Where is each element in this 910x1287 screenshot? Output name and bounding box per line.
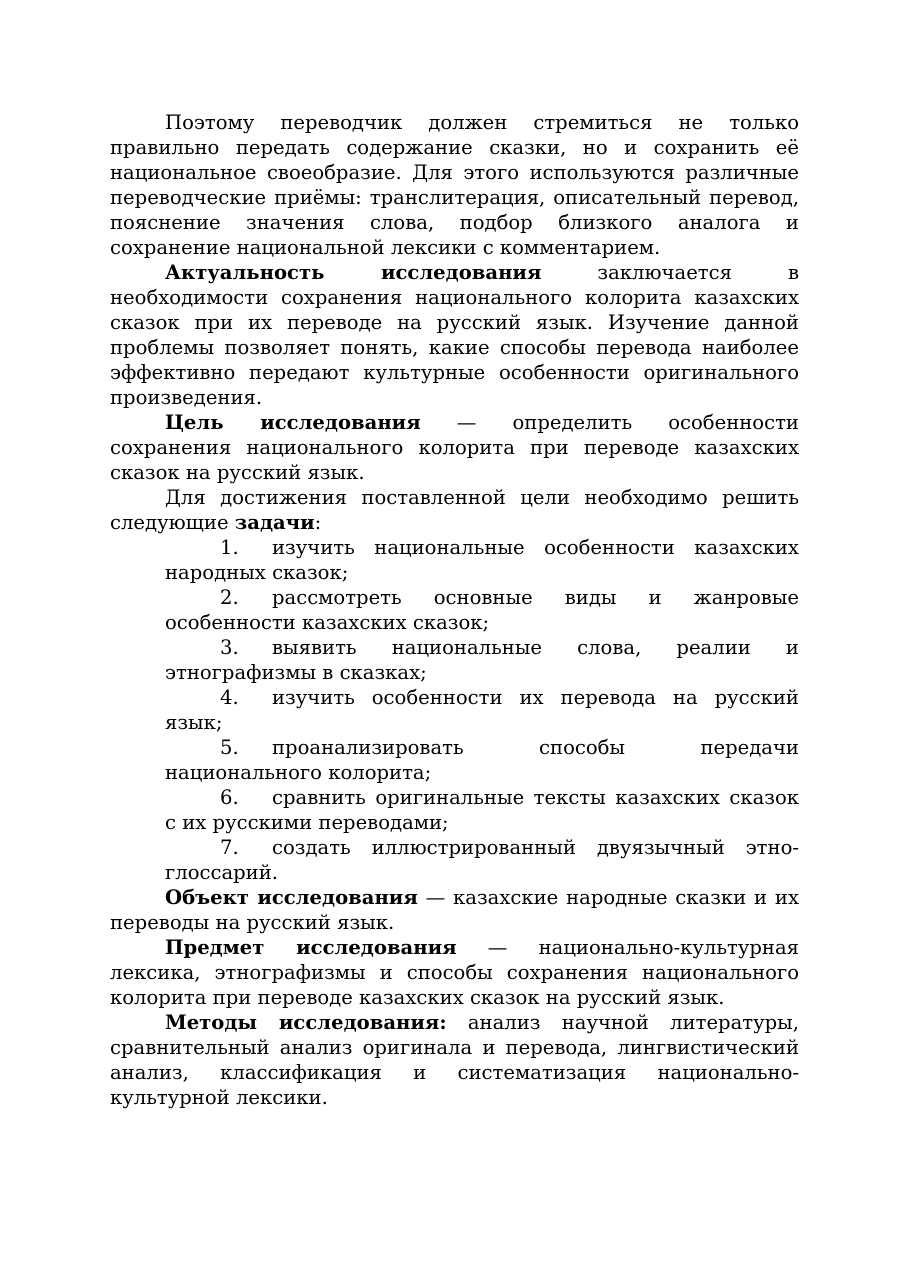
task-text: проанализировать способы передачи национального колорита; <box>165 736 799 784</box>
task-item <box>165 585 799 635</box>
task-number: 3. <box>220 636 239 659</box>
subject-text: — национально-культурная лексика, этнографизмы и способы сохранения национального колорита при переводе казахских сказок на русский язык. <box>110 936 800 1009</box>
task-text: создать иллюстрированный двуязычный этно-глоссарий. <box>165 836 799 884</box>
task-item <box>165 635 799 685</box>
goal-heading: Цель исследования <box>165 411 421 434</box>
object-heading: Объект исследования <box>165 886 418 909</box>
tasks-heading: задачи <box>234 511 315 534</box>
relevance-paragraph <box>110 260 799 410</box>
relevance-text: заключается в необходимости сохранения национального колорита казахских сказок при их переводе на русский язык. Изучение данной проблемы позволяет понять, какие способы перевода наиболее эффективно передают культурные особенности оригинального произведения. <box>110 261 799 409</box>
relevance-heading: Актуальность исследования <box>165 261 542 284</box>
task-number: 6. <box>220 786 239 809</box>
task-item <box>165 835 799 885</box>
task-text: изучить национальные особенности казахских народных сказок; <box>165 536 799 584</box>
task-text: сравнить оригинальные тексты казахских сказок с их русскими переводами; <box>165 786 799 834</box>
task-text: рассмотреть основные виды и жанровые особенности казахских сказок; <box>165 586 799 634</box>
tasks-intro-colon: : <box>314 511 322 534</box>
methods-paragraph <box>110 1010 799 1110</box>
tasks-intro-paragraph <box>110 485 799 535</box>
task-number: 7. <box>220 836 239 859</box>
task-item <box>165 735 799 785</box>
intro-text: Поэтому переводчик должен стремиться не только правильно передать содержание сказки, но и сохранить её национальное своеобразие. Для этого используются различные переводческие приёмы: транслитерация, описательный перевод, пояснение значения слова, подбор близкого аналога и сохранение национальной лексики с комментарием. <box>110 111 799 259</box>
task-number: 5. <box>220 736 239 759</box>
task-number: 2. <box>220 586 239 609</box>
intro-paragraph <box>110 110 799 260</box>
task-item <box>165 785 799 835</box>
task-item <box>165 535 799 585</box>
task-text: выявить национальные слова, реалии и этнографизмы в сказках; <box>165 636 799 684</box>
methods-text: анализ научной литературы, сравнительный анализ оригинала и перевода, лингвистический анализ, классификация и систематизация национально-культурной лексики. <box>110 1011 799 1109</box>
methods-heading: Методы исследования: <box>165 1011 447 1034</box>
tasks-intro-text: Для достижения поставленной цели необходимо решить следующие <box>110 486 799 534</box>
object-paragraph <box>110 885 799 935</box>
task-number: 4. <box>220 686 239 709</box>
task-text: изучить особенности их перевода на русский язык; <box>165 686 799 734</box>
task-number: 1. <box>220 536 239 559</box>
subject-paragraph <box>110 935 799 1010</box>
tasks-list <box>110 535 799 885</box>
goal-paragraph <box>110 410 799 485</box>
task-item <box>165 685 799 735</box>
goal-text: — определить особенности сохранения национального колорита при переводе казахских сказок на русский язык. <box>110 411 799 484</box>
subject-heading: Предмет исследования <box>165 936 457 959</box>
document-page <box>110 110 799 1110</box>
object-text: — казахские народные сказки и их переводы на русский язык. <box>110 886 800 934</box>
